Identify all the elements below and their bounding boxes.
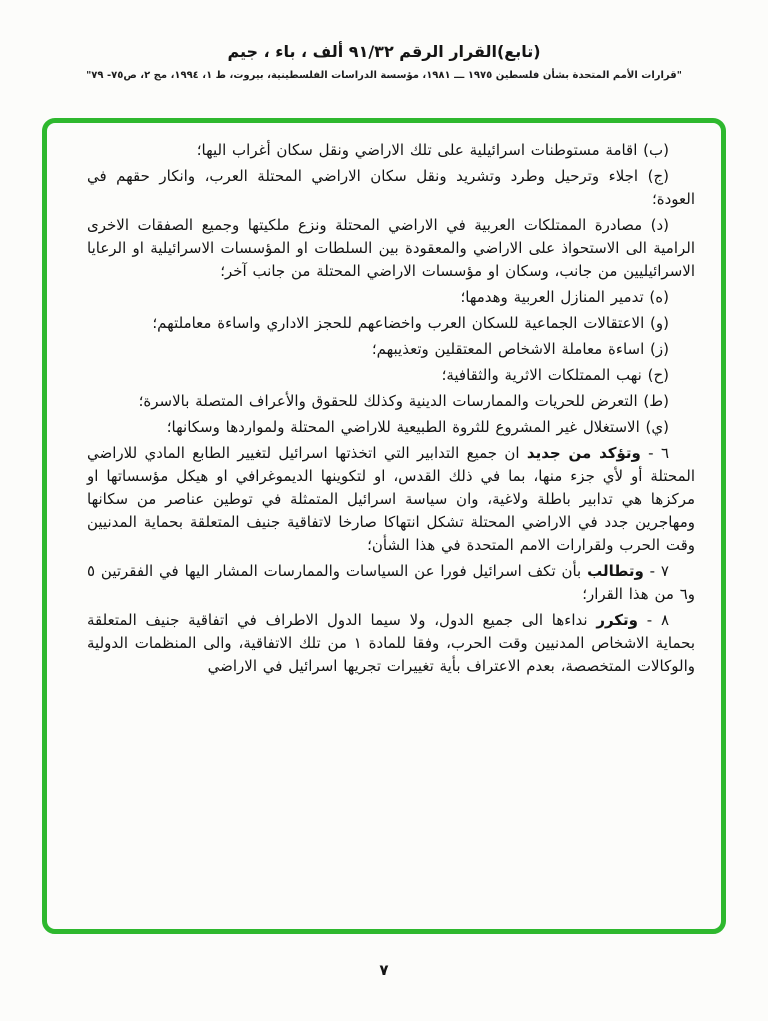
paragraph-text: ان جميع التدابير التي اتخذتها اسرائيل لتغيير الطابع المادي للاراضي المحتلة أو لأي جزء منها، بما في ذلك القدس، او لتكوينها الديموغرافي او هيكل مؤسساتها او مركزها هي تدابير باطلة ولاغية، وان سياسة اسرائيل المتمثلة في توطين عناصر من سكانها ومهاجرين جدد في الاراضي المحتلة تشكل انتهاكا صارخا لاتفاقية جنيف المتعلقة بحماية المدنيين وقت الحرب ولقرارات الامم المتحدة في هذا الشأن؛ — [87, 444, 695, 554]
document-frame — [42, 118, 726, 934]
paragraph-marker: (ط) — [643, 392, 669, 410]
paragraph-text: اقامة مستوطنات اسرائيلية على تلك الاراضي ونقل سكان أغراب اليها؛ — [196, 141, 638, 159]
page-header — [0, 0, 768, 81]
bold-lead: وتكرر — [596, 611, 638, 629]
source-citation: "قرارات الأمم المتحدة بشأن فلسطين ١٩٧٥ ـــ ١٩٨١، مؤسسة الدراسات الفلسطينية، بيروت، ط ١، ١٩٩٤، مج ٢، ص٧٥- ٧٩" — [86, 70, 682, 81]
paragraph-marker: ٨ - — [646, 611, 670, 629]
paragraph-item-hh — [87, 364, 695, 387]
paragraph-item-t — [87, 390, 695, 413]
paragraph-item-j — [87, 165, 695, 211]
page-number: ٧ — [379, 961, 389, 979]
paragraph-text: بأن تكف اسرائيل فورا عن السياسات والممارسات المشار اليها في الفقرتين ٥ و٦ من هذا القرار؛ — [87, 562, 695, 603]
paragraph-text: نداءها الى جميع الدول، ولا سيما الدول الاطراف في اتفاقية جنيف المتعلقة بحماية الاشخاص المدنيين وقت الحرب، وفقا للمادة ١ من تلك الاتفاقية، والى المنظمات الدولية والوكالات المتخصصة، بعدم الاعتراف بأية تغييرات تجريها اسرائيل في الاراضي — [87, 611, 695, 675]
bold-lead: وتطالب — [587, 562, 644, 580]
paragraph-marker: (ح) — [647, 366, 669, 384]
paragraph-item-y — [87, 416, 695, 439]
paragraph-item-h — [87, 286, 695, 309]
paragraph-text: الاعتقالات الجماعية للسكان العرب واخضاعهم للحجز الاداري واساءة معاملتهم؛ — [152, 314, 645, 332]
paragraph-item-7 — [87, 560, 695, 606]
paragraph-text: اساءة معاملة الاشخاص المعتقلين وتعذيبهم؛ — [371, 340, 645, 358]
paragraph-marker: (ز) — [650, 340, 669, 358]
paragraph-item-w — [87, 312, 695, 335]
paragraph-marker: ٦ - — [648, 444, 669, 462]
paragraph-text: الاستغلال غير المشروع للثروة الطبيعية للاراضي المحتلة ولمواردها وسكانها؛ — [166, 418, 640, 436]
paragraph-item-8 — [87, 609, 695, 678]
paragraph-item-6 — [87, 442, 695, 557]
paragraph-text: تدمير المنازل العربية وهدمها؛ — [460, 288, 644, 306]
paragraph-item-z — [87, 338, 695, 361]
paragraph-marker: (د) — [650, 216, 669, 234]
paragraph-marker: (و) — [650, 314, 669, 332]
paragraph-marker: (ب) — [643, 141, 669, 159]
paragraph-text: نهب الممتلكات الاثرية والثقافية؛ — [441, 366, 642, 384]
paragraph-text: التعرض للحريات والممارسات الدينية وكذلك للحقوق والأعراف المتصلة بالاسرة؛ — [138, 392, 638, 410]
bold-lead: وتؤكد من جديد — [526, 444, 641, 462]
paragraph-text: اجلاء وترحيل وطرد وتشريد ونقل سكان الاراضي المحتلة العرب، وانكار حقهم في العودة؛ — [87, 167, 695, 208]
paragraph-item-b — [87, 139, 695, 162]
paragraph-text: مصادرة الممتلكات العربية في الاراضي المحتلة ونزع ملكيتها وجميع الصفقات الاخرى الرامية الى الاستحواذ على الاراضي والمعقودة بين السلطات او المؤسسات الاسرائيلية او الرعايا الاسرائيليين من جانب، وسكان او مؤسسات الاراضي المحتلة من جانب آخر؛ — [87, 216, 695, 280]
paragraph-marker: (ه) — [649, 288, 669, 306]
paragraph-marker: ٧ - — [649, 562, 669, 580]
paragraph-marker: (ج) — [647, 167, 669, 185]
resolution-title: (تابع)القرار الرقم ٩١/٣٢ ألف ، باء ، جيم — [227, 42, 541, 61]
paragraph-item-d — [87, 214, 695, 283]
paragraph-marker: (ي) — [645, 418, 669, 436]
